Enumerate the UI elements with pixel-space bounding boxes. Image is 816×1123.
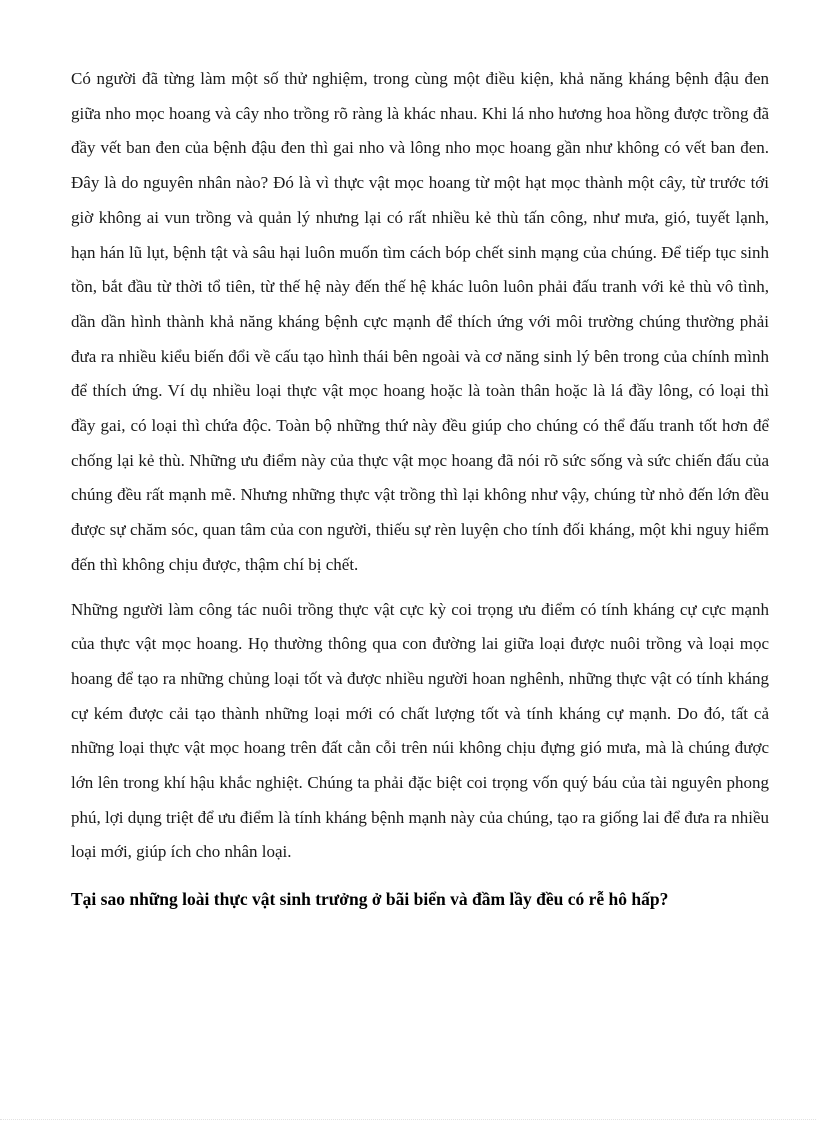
document-body — [71, 62, 769, 917]
paragraph-wild-plants-resistance: Có người đã từng làm một số thử nghiệm, trong cùng một điều kiện, khả năng kháng bệnh đậu đen giữa nho mọc hoang và cây nho trồng rõ ràng là khác nhau. Khi lá nho hương hoa hồng được trồng đã đầy vết ban đen của bệnh đậu đen thì gai nho và lông nho mọc hoang gần như không có vết ban đen. Đây là do nguyên nhân nào? Đó là vì thực vật mọc hoang từ một hạt mọc thành một cây, từ trước tới giờ không ai vun trồng và quản lý nhưng lại có rất nhiều kẻ thù tấn công, như mưa, gió, tuyết lạnh, hạn hán lũ lụt, bệnh tật và sâu hại luôn muốn tìm cách bóp chết sinh mạng của chúng. Để tiếp tục sinh tồn, bắt đầu từ thời tổ tiên, từ thế hệ này đến thế hệ khác luôn luôn phải đấu tranh với kẻ thù vô tình, dần dần hình thành khả năng kháng bệnh cực mạnh để thích ứng với môi trường chúng thường phải đưa ra nhiều kiểu biến đổi về cấu tạo hình thái bên ngoài và cơ năng sinh lý bên trong của chính mình để thích ứng. Ví dụ nhiều loại thực vật mọc hoang hoặc là toàn thân hoặc là lá đầy lông, có loại thì đầy gai, có loại thì chứa độc. Toàn bộ những thứ này đều giúp cho chúng có thể đấu tranh tốt hơn để chống lại kẻ thù. Những ưu điểm này của thực vật mọc hoang đã nói rõ sức sống và sức chiến đấu của chúng đều rất mạnh mẽ. Nhưng những thực vật trồng thì lại không như vậy, chúng từ nhỏ đến lớn đều được sự chăm sóc, quan tâm của con người, thiếu sự rèn luyện cho tính đối kháng, một khi nguy hiểm đến thì không chịu được, thậm chí bị chết. — [71, 69, 769, 574]
paragraph-plant-breeding: Những người làm công tác nuôi trồng thực vật cực kỳ coi trọng ưu điểm có tính kháng cự cực mạnh của thực vật mọc hoang. Họ thường thông qua con đường lai giữa loại được nuôi trồng và loại mọc hoang để tạo ra những chủng loại tốt và được nhiều người hoan nghênh, những thực vật có tính kháng cự kém được cải tạo thành những loại mới có chất lượng tốt và tính kháng cự mạnh. Do đó, tất cả những loại thực vật mọc hoang trên đất cằn cỗi trên núi không chịu đựng gió mưa, mà là chúng được lớn lên trong khí hậu khắc nghiệt. Chúng ta phải đặc biệt coi trọng vốn quý báu của tài nguyên phong phú, lợi dụng triệt để ưu điểm là tính kháng bệnh mạnh này của chúng, tạo ra giống lai để đưa ra nhiều loại mới, giúp ích cho nhân loại. — [71, 599, 769, 862]
section-heading: Tại sao những loài thực vật sinh trưởng ở bãi biển và đầm lầy đều có rễ hô hấp? — [71, 889, 669, 910]
page-bottom-divider — [0, 1119, 816, 1120]
